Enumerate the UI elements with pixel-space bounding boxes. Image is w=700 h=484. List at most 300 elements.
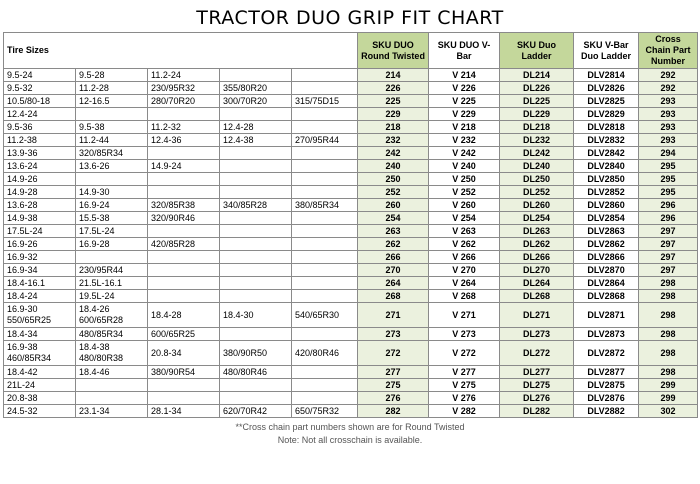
cross-chain-cell: 296 [639, 199, 698, 212]
tire-size-cell [148, 238, 220, 251]
cross-chain-cell: 299 [639, 392, 698, 405]
tire-size-cell [292, 69, 358, 82]
tire-size-cell [220, 379, 292, 392]
round-twisted-cell: 250 [358, 173, 429, 186]
vbar-cell: V 229 [429, 108, 500, 121]
round-twisted-cell: 214 [358, 69, 429, 82]
tire-size-cell [4, 186, 76, 199]
cross-chain-header: Cross Chain Part Number [639, 33, 698, 69]
vbar-cell: V 266 [429, 251, 500, 264]
tire-size-cell [292, 108, 358, 121]
table-row [4, 251, 698, 264]
table-row [4, 212, 698, 225]
tire-size-cell [4, 328, 76, 341]
vbar-cell: V 218 [429, 121, 500, 134]
tire-size-cell [76, 405, 148, 418]
tire-size-cell [76, 160, 148, 173]
round-twisted-cell: 282 [358, 405, 429, 418]
ladder-cell: DL225 [500, 95, 574, 108]
tire-size-cell [220, 121, 292, 134]
cross-chain-cell: 298 [639, 366, 698, 379]
table-row [4, 238, 698, 251]
vbar-duo-ladder-cell: DLV2882 [574, 405, 639, 418]
table-row [4, 303, 698, 328]
vbar-duo-ladder-cell: DLV2826 [574, 82, 639, 95]
vbar-duo-ladder-cell: DLV2868 [574, 290, 639, 303]
tire-size-cell [292, 212, 358, 225]
note-availability: Note: Not all crosschain is available. [277, 435, 423, 445]
cross-chain-cell: 292 [639, 82, 698, 95]
tire-size-cell [220, 69, 292, 82]
ladder-cell: DL250 [500, 173, 574, 186]
tire-size-cell [76, 277, 148, 290]
vbar-cell: V 262 [429, 238, 500, 251]
ladder-cell: DL240 [500, 160, 574, 173]
table-row [4, 69, 698, 82]
tire-size-text: 20.8-34 [151, 347, 182, 358]
ladder-cell: DL260 [500, 199, 574, 212]
tire-size-text: 11.2-32 [151, 121, 181, 132]
tire-size-cell [148, 251, 220, 264]
tire-size-cell [292, 303, 358, 328]
round-twisted-cell: 225 [358, 95, 429, 108]
tire-size-text: 9.5-32 [7, 82, 33, 93]
tire-size-cell [76, 379, 148, 392]
vbar-duo-ladder-cell: DLV2825 [574, 95, 639, 108]
tire-size-text: 9.5-36 [7, 121, 33, 132]
tire-size-cell [292, 290, 358, 303]
tire-size-cell [148, 147, 220, 160]
tire-size-cell [292, 277, 358, 290]
tire-size-text: 355/80R20 [223, 82, 268, 93]
tire-size-cell [76, 290, 148, 303]
tire-size-text: 17.5L-24 [79, 225, 115, 236]
cross-chain-cell: 297 [639, 238, 698, 251]
table-row [4, 328, 698, 341]
tire-size-text: 14.9-30 [79, 186, 110, 197]
tire-size-text: 24.5-32 [7, 405, 38, 416]
tire-size-cell [220, 303, 292, 328]
tire-size-text: 16.9-32 [7, 251, 38, 262]
table-row [4, 147, 698, 160]
tire-size-cell [148, 277, 220, 290]
round-twisted-header: SKU DUO Round Twisted [358, 33, 429, 69]
vbar-cell: V 270 [429, 264, 500, 277]
tire-size-text: 18.4-46 [79, 366, 110, 377]
ladder-cell: DL282 [500, 405, 574, 418]
tire-size-cell [4, 405, 76, 418]
tire-size-cell [220, 366, 292, 379]
tire-size-cell [148, 290, 220, 303]
round-twisted-cell: 276 [358, 392, 429, 405]
round-twisted-cell: 266 [358, 251, 429, 264]
tire-size-cell [220, 134, 292, 147]
ladder-cell: DL242 [500, 147, 574, 160]
ladder-cell: DL276 [500, 392, 574, 405]
tire-size-cell [4, 134, 76, 147]
vbar-duo-ladder-cell: DLV2870 [574, 264, 639, 277]
tire-size-text: 9.5-24 [7, 69, 33, 80]
tire-size-cell [220, 264, 292, 277]
ladder-cell: DL272 [500, 341, 574, 366]
page-title: TRACTOR DUO GRIP FIT CHART [196, 7, 504, 29]
tire-size-cell [4, 82, 76, 95]
tire-size-cell [292, 251, 358, 264]
tire-size-cell [148, 160, 220, 173]
vbar-cell: V 273 [429, 328, 500, 341]
cross-chain-cell: 293 [639, 108, 698, 121]
tire-size-cell [4, 303, 76, 328]
tire-size-cell [148, 392, 220, 405]
vbar-duo-ladder-cell: DLV2852 [574, 186, 639, 199]
tire-size-cell [220, 405, 292, 418]
vbar-cell: V 271 [429, 303, 500, 328]
tire-size-cell [76, 251, 148, 264]
tire-size-cell [220, 95, 292, 108]
cross-chain-cell: 297 [639, 225, 698, 238]
round-twisted-cell: 252 [358, 186, 429, 199]
tire-size-text: 12.4-36 [151, 134, 182, 145]
tire-size-cell [220, 328, 292, 341]
table-row [4, 225, 698, 238]
tire-size-cell [4, 366, 76, 379]
tire-size-text: 420/85R28 [151, 238, 196, 249]
tire-size-cell [4, 277, 76, 290]
tire-size-text: 550/65R25 [7, 315, 52, 325]
tire-size-text: 13.6-26 [79, 160, 110, 171]
table-row [4, 341, 698, 366]
vbar-duo-ladder-cell: DLV2814 [574, 69, 639, 82]
table-row [4, 199, 698, 212]
tire-size-text: 20.8-38 [7, 392, 38, 403]
tire-size-text: 16.9-34 [7, 264, 38, 275]
tire-size-cell [220, 108, 292, 121]
tire-size-text: 480/80R46 [223, 366, 268, 377]
tire-size-text: 11.2-28 [79, 82, 109, 93]
tire-size-cell [76, 134, 148, 147]
tire-size-cell [148, 212, 220, 225]
cross-chain-cell: 293 [639, 121, 698, 134]
tire-size-cell [148, 108, 220, 121]
vbar-duo-ladder-cell: DLV2842 [574, 147, 639, 160]
tire-size-cell [148, 405, 220, 418]
tire-size-cell [292, 341, 358, 366]
round-twisted-cell: 272 [358, 341, 429, 366]
tire-size-cell [76, 108, 148, 121]
tire-size-cell [292, 238, 358, 251]
tire-size-text: 12.4-38 [223, 134, 254, 145]
tire-size-text: 9.5-28 [79, 69, 105, 80]
tire-size-cell [4, 199, 76, 212]
tire-size-text: 16.9-24 [79, 199, 110, 210]
tire-size-cell [4, 121, 76, 134]
tire-size-cell [220, 341, 292, 366]
table-row [4, 392, 698, 405]
tire-size-text: 11.2-38 [7, 134, 37, 145]
tire-size-text: 18.4-28 [151, 309, 182, 320]
tire-size-cell [76, 341, 148, 366]
tire-size-text: 460/85R34 [7, 353, 52, 363]
tire-size-cell [76, 212, 148, 225]
ladder-cell: DL214 [500, 69, 574, 82]
round-twisted-cell: 254 [358, 212, 429, 225]
tire-size-text: 18.4-42 [7, 366, 38, 377]
cross-chain-cell: 297 [639, 251, 698, 264]
ladder-cell: DL268 [500, 290, 574, 303]
tire-size-cell [148, 69, 220, 82]
table-row [4, 121, 698, 134]
tire-size-cell [292, 147, 358, 160]
tire-size-text: 420/80R46 [295, 347, 340, 358]
tire-size-cell [220, 225, 292, 238]
tire-size-cell [292, 186, 358, 199]
tire-size-text: 12.4-24 [7, 108, 38, 119]
vbar-duo-ladder-cell: DLV2860 [574, 199, 639, 212]
tire-size-text: 380/90R54 [151, 366, 196, 377]
tire-size-text: 480/85R34 [79, 328, 124, 339]
tire-size-cell [4, 212, 76, 225]
vbar-duo-ladder-cell: DLV2832 [574, 134, 639, 147]
vbar-duo-ladder-cell: DLV2854 [574, 212, 639, 225]
table-row [4, 82, 698, 95]
round-twisted-cell: 262 [358, 238, 429, 251]
header-row [4, 33, 698, 69]
tire-size-text: 14.9-28 [7, 186, 38, 197]
tire-size-cell [76, 328, 148, 341]
round-twisted-cell: 263 [358, 225, 429, 238]
tire-size-cell [4, 147, 76, 160]
tire-size-cell [148, 341, 220, 366]
cross-chain-cell: 299 [639, 379, 698, 392]
vbar-duo-ladder-cell: DLV2818 [574, 121, 639, 134]
tire-size-cell [220, 238, 292, 251]
cross-chain-cell: 298 [639, 341, 698, 366]
tire-size-text: 320/85R38 [151, 199, 196, 210]
ladder-cell: DL262 [500, 238, 574, 251]
tire-size-cell [4, 379, 76, 392]
tire-size-text: 13.9-36 [7, 147, 38, 158]
tire-size-text: 14.9-38 [7, 212, 38, 223]
vbar-cell: V 254 [429, 212, 500, 225]
table-row [4, 95, 698, 108]
tire-size-cell [148, 303, 220, 328]
vbar-header: SKU DUO V-Bar [429, 33, 500, 69]
cross-chain-cell: 297 [639, 264, 698, 277]
round-twisted-cell: 218 [358, 121, 429, 134]
tire-size-cell [292, 95, 358, 108]
ladder-cell: DL252 [500, 186, 574, 199]
tire-size-text: 23.1-34 [79, 405, 110, 416]
ladder-cell: DL229 [500, 108, 574, 121]
tire-size-cell [292, 392, 358, 405]
ladder-cell: DL264 [500, 277, 574, 290]
tire-size-text: 16.9-28 [79, 238, 110, 249]
ladder-cell: DL218 [500, 121, 574, 134]
tire-size-text: 16.9-26 [7, 238, 38, 249]
vbar-cell: V 240 [429, 160, 500, 173]
tire-size-text: 14.9-26 [7, 173, 38, 184]
cross-chain-cell: 298 [639, 277, 698, 290]
table-row [4, 264, 698, 277]
tire-size-cell [220, 392, 292, 405]
tire-size-cell [148, 173, 220, 186]
tire-size-cell [220, 160, 292, 173]
tire-size-cell [4, 95, 76, 108]
tire-size-text: 270/95R44 [295, 134, 340, 145]
tire-size-cell [76, 392, 148, 405]
tire-size-text: 18.4-34 [7, 328, 38, 339]
ladder-cell: DL271 [500, 303, 574, 328]
tire-size-text: 380/85R34 [295, 199, 340, 210]
tire-size-cell [76, 264, 148, 277]
cross-chain-cell: 296 [639, 212, 698, 225]
cross-chain-cell: 295 [639, 186, 698, 199]
table-row [4, 108, 698, 121]
tire-size-cell [220, 212, 292, 225]
tire-size-cell [148, 95, 220, 108]
tire-size-cell [148, 199, 220, 212]
tire-size-cell [292, 225, 358, 238]
tire-size-cell [76, 95, 148, 108]
tire-size-text: 18.4-26 [79, 304, 110, 314]
tire-size-text: 650/75R32 [295, 405, 340, 416]
tire-size-cell [148, 82, 220, 95]
tire-size-cell [76, 199, 148, 212]
tire-size-cell [148, 379, 220, 392]
round-twisted-cell: 242 [358, 147, 429, 160]
ladder-cell: DL270 [500, 264, 574, 277]
tire-size-cell [220, 147, 292, 160]
round-twisted-cell: 270 [358, 264, 429, 277]
ladder-header: SKU Duo Ladder [500, 33, 574, 69]
round-twisted-cell: 277 [358, 366, 429, 379]
round-twisted-cell: 273 [358, 328, 429, 341]
vbar-cell: V 214 [429, 69, 500, 82]
tire-size-text: 380/90R50 [223, 347, 268, 358]
tire-size-text: 340/85R28 [223, 199, 268, 210]
vbar-cell: V 250 [429, 173, 500, 186]
tire-size-text: 18.4-16.1 [7, 277, 46, 288]
vbar-cell: V 226 [429, 82, 500, 95]
round-twisted-cell: 264 [358, 277, 429, 290]
tire-size-text: 12-16.5 [79, 95, 110, 106]
table-row [4, 405, 698, 418]
tire-size-cell [148, 225, 220, 238]
tire-size-cell [76, 238, 148, 251]
tire-size-text: 315/75D15 [295, 95, 340, 106]
notes [0, 421, 700, 447]
table-row [4, 366, 698, 379]
table-row [4, 379, 698, 392]
tire-size-text: 320/85R34 [79, 147, 124, 158]
vbar-duo-ladder-cell: DLV2873 [574, 328, 639, 341]
tire-size-cell [4, 392, 76, 405]
tire-size-text: 28.1-34 [151, 405, 182, 416]
tire-size-cell [292, 173, 358, 186]
tire-size-text: 620/70R42 [223, 405, 268, 416]
vbar-duo-ladder-cell: DLV2840 [574, 160, 639, 173]
vbar-duo-ladder-cell: DLV2850 [574, 173, 639, 186]
tire-size-text: 280/70R20 [151, 95, 196, 106]
table-body [4, 69, 698, 418]
vbar-cell: V 232 [429, 134, 500, 147]
tire-size-cell [4, 290, 76, 303]
table-row [4, 160, 698, 173]
tire-size-cell [76, 69, 148, 82]
vbar-duo-ladder-cell: DLV2866 [574, 251, 639, 264]
tire-size-cell [292, 366, 358, 379]
tire-size-cell [292, 160, 358, 173]
cross-chain-cell: 293 [639, 95, 698, 108]
vbar-cell: V 252 [429, 186, 500, 199]
cross-chain-cell: 295 [639, 173, 698, 186]
vbar-duo-ladder-cell: DLV2872 [574, 341, 639, 366]
vbar-duo-ladder-cell: DLV2877 [574, 366, 639, 379]
tire-size-text: 16.9-30 [7, 304, 38, 314]
vbar-cell: V 277 [429, 366, 500, 379]
ladder-cell: DL254 [500, 212, 574, 225]
tire-size-cell [4, 160, 76, 173]
cross-chain-cell: 298 [639, 303, 698, 328]
tire-size-cell [292, 264, 358, 277]
tire-size-text: 540/65R30 [295, 309, 340, 320]
vbar-cell: V 282 [429, 405, 500, 418]
round-twisted-cell: 232 [358, 134, 429, 147]
tire-size-cell [148, 121, 220, 134]
tire-size-text: 16.9-38 [7, 342, 38, 352]
tire-size-text: 11.2-44 [79, 134, 109, 145]
tire-size-cell [76, 82, 148, 95]
tire-size-text: 18.4-38 [79, 342, 110, 352]
tire-size-cell [220, 290, 292, 303]
tire-size-cell [292, 121, 358, 134]
vbar-cell: V 272 [429, 341, 500, 366]
tire-size-cell [76, 303, 148, 328]
tire-size-cell [148, 134, 220, 147]
tire-size-cell [148, 186, 220, 199]
tire-size-cell [76, 186, 148, 199]
tire-size-cell [292, 82, 358, 95]
tire-size-text: 300/70R20 [223, 95, 268, 106]
tire-size-text: 10.5/80-18 [7, 95, 51, 106]
tire-size-cell [4, 238, 76, 251]
tire-size-cell [292, 328, 358, 341]
vbar-cell: V 260 [429, 199, 500, 212]
tire-size-text: 19.5L-24 [79, 290, 115, 301]
cross-chain-cell: 294 [639, 147, 698, 160]
tire-size-text: 14.9-24 [151, 160, 182, 171]
ladder-cell: DL277 [500, 366, 574, 379]
tire-size-cell [4, 108, 76, 121]
tire-sizes-header: Tire Sizes [4, 33, 358, 69]
cross-chain-cell: 295 [639, 160, 698, 173]
tire-size-cell [4, 251, 76, 264]
tire-size-text: 600/65R28 [79, 315, 124, 325]
tire-size-cell [220, 186, 292, 199]
round-twisted-cell: 260 [358, 199, 429, 212]
tire-size-text: 11.2-24 [151, 69, 181, 80]
round-twisted-cell: 240 [358, 160, 429, 173]
tire-size-cell [220, 82, 292, 95]
tire-size-text: 9.5-38 [79, 121, 105, 132]
tire-size-cell [76, 225, 148, 238]
table-row [4, 186, 698, 199]
ladder-cell: DL226 [500, 82, 574, 95]
tire-size-text: 600/65R25 [151, 328, 196, 339]
ladder-cell: DL263 [500, 225, 574, 238]
vbar-cell: V 263 [429, 225, 500, 238]
cross-chain-cell: 298 [639, 328, 698, 341]
